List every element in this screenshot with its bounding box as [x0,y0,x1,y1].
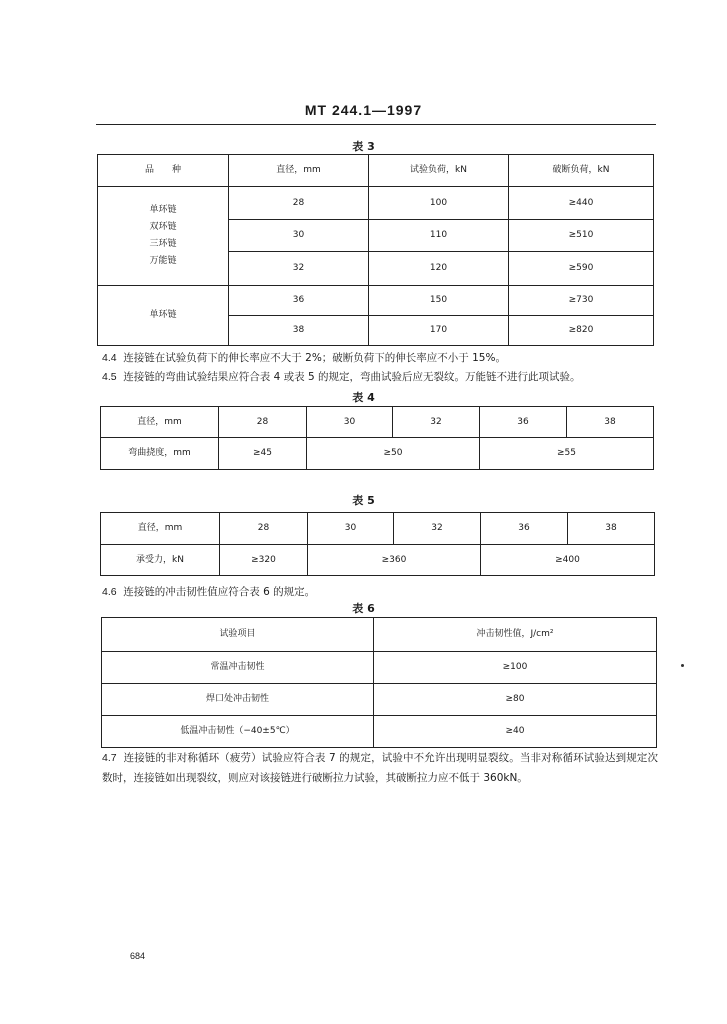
table5-cell: ≥400 [481,545,655,576]
table3-cell: 170 [369,316,509,346]
table3-cell: 120 [369,252,509,286]
table3-group2-type: 单环链 [98,286,229,346]
table6-cell: ≥80 [374,684,657,716]
table3-cell: 30 [229,220,369,252]
table5-cell: 32 [394,513,481,545]
table3-cell: ≥730 [509,286,654,316]
table6-header-item: 试验项目 [102,618,374,652]
paragraph-number: 4.5 [102,371,117,383]
table5-cell: 30 [308,513,394,545]
table3-cell: 32 [229,252,369,286]
table4-cell: 32 [393,407,480,438]
table3-cell: ≥590 [509,252,654,286]
table3-cell: 150 [369,286,509,316]
table6-cell: 低温冲击韧性（−40±5℃） [102,716,374,748]
table3-caption: 表 3 [352,140,375,153]
paragraph-text: 连接链在试验负荷下的伸长率应不大于 2%；破断负荷下的伸长率应不小于 15%。 [123,352,506,364]
paragraph-4-5 [102,367,658,387]
table5-cell: 38 [568,513,655,545]
table5-row-label-force: 承受力，kN [101,545,220,576]
table5-cell: ≥320 [220,545,308,576]
header-rule [96,124,656,125]
paragraph-text: 连接链的弯曲试验结果应符合表 4 或表 5 的规定，弯曲试验后应无裂纹。万能链不进行此项试验。 [123,371,581,383]
table6-cell: ≥100 [374,652,657,684]
table6-header-value: 冲击韧性值，J/cm² [374,618,657,652]
paragraph-number: 4.7 [102,752,117,764]
table4 [100,406,654,470]
paragraph-text: 连接链的冲击韧性值应符合表 6 的规定。 [123,586,316,598]
table5 [100,512,655,576]
table3-header-diameter: 直径，mm [229,155,369,187]
table3-header-type: 品 种 [98,155,229,187]
table3-cell: ≥440 [509,187,654,220]
paragraph-text: 连接链的非对称循环（疲劳）试验应符合表 7 的规定，试验中不允许出现明显裂纹。当非对称循环试验达到规定次数时，连接链如出现裂纹，则应对该接链进行破断拉力试验，其破断拉力应不低于 360kN。 [102,752,658,784]
table3 [97,154,654,346]
type-double-ring: 双环链 [149,222,177,232]
table4-cell: 36 [480,407,567,438]
type-single-ring: 单环链 [149,205,177,215]
type-universal: 万能链 [149,256,177,266]
table5-cell: 36 [481,513,568,545]
table3-cell: 28 [229,187,369,220]
table3-cell: 100 [369,187,509,220]
table3-cell: ≥510 [509,220,654,252]
paragraph-number: 4.4 [102,352,117,364]
table4-cell: 30 [307,407,393,438]
table3-cell: 110 [369,220,509,252]
table6-cell: 常温冲击韧性 [102,652,374,684]
table4-cell: 28 [219,407,307,438]
table3-header-break-load: 破断负荷，kN [509,155,654,187]
table3-cell: 38 [229,316,369,346]
page-number: 684 [130,951,146,961]
table6-caption: 表 6 [352,602,375,615]
document-header: MT 244.1—1997 [304,102,423,118]
table4-cell: ≥55 [480,438,654,470]
table4-row-label-diameter: 直径，mm [101,407,219,438]
table4-cell: 38 [567,407,654,438]
table5-row-label-diameter: 直径，mm [101,513,220,545]
paragraph-4-4 [102,348,658,368]
table6 [101,617,657,748]
paragraph-number: 4.6 [102,586,117,598]
table3-group1-types [98,187,229,286]
scan-speck [681,664,684,667]
table5-cell: 28 [220,513,308,545]
paragraph-4-7 [102,748,658,788]
table3-header-test-load: 试验负荷，kN [369,155,509,187]
table6-cell: ≥40 [374,716,657,748]
table3-cell: ≥820 [509,316,654,346]
type-triple-ring: 三环链 [149,239,177,249]
table4-cell: ≥50 [307,438,480,470]
table3-cell: 36 [229,286,369,316]
table4-cell: ≥45 [219,438,307,470]
table4-caption: 表 4 [352,391,375,404]
table5-cell: ≥360 [308,545,481,576]
table4-row-label-deflection: 弯曲挠度，mm [101,438,219,470]
table6-cell: 焊口处冲击韧性 [102,684,374,716]
table5-caption: 表 5 [352,494,375,507]
paragraph-4-6 [102,582,658,602]
